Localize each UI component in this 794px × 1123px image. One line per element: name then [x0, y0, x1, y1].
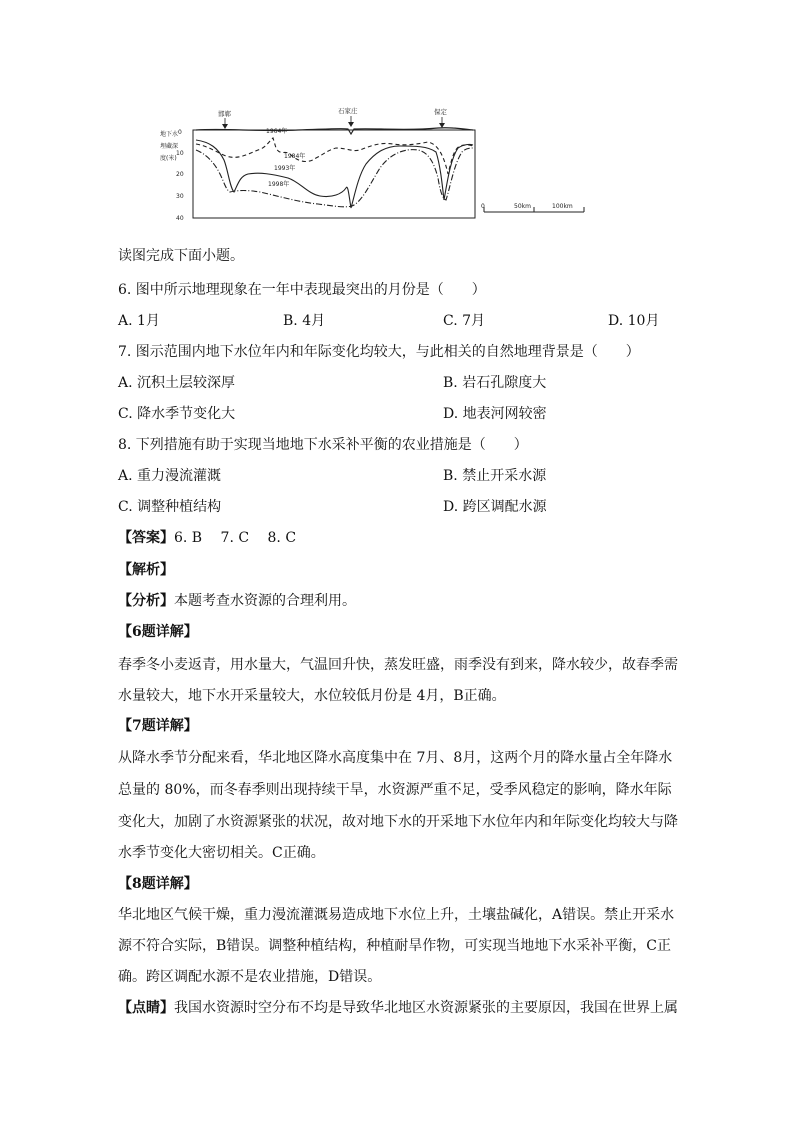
q7-detail-line-3: 变化大，加剧了水资源紧张的状况，故对地下水的开采地下水位年内和年际变化均较大与降 [118, 814, 678, 830]
q6-detail-title: 【6题详解】 [118, 624, 198, 640]
q8-detail-title: 【8题详解】 [118, 876, 198, 892]
question-7-option-b[interactable]: B. 岩石孔隙度大 [443, 375, 547, 391]
answer-line [118, 528, 296, 548]
question-6-option-c[interactable]: C. 7月 [443, 313, 486, 329]
question-8-stem: 8. 下列措施有助于实现当地地下水采补平衡的农业措施是（ ） [118, 437, 528, 453]
q6-detail-line-1: 春季冬小麦返青，用水量大，气温回升快，蒸发旺盛，雨季没有到来，降水较少，故春季需 [118, 657, 678, 673]
place-handan: 邯郸 [218, 110, 231, 118]
place-shijiazhuang: 石家庄 [338, 107, 358, 115]
question-6-option-d[interactable]: D. 10月 [608, 313, 660, 329]
curve-1993 [196, 140, 473, 208]
fenxi-text: 本题考查水资源的合理利用。 [174, 593, 356, 609]
question-7-stem: 7. 图示范围内地下水位年内和年际变化均较大，与此相关的自然地理背景是（ ） [118, 344, 640, 360]
q7-detail-title: 【7题详解】 [118, 718, 198, 734]
q8-detail-line-1: 华北地区气候干燥，重力漫流灌溉易造成地下水位上升，土壤盐碱化，A错误。禁止开采水 [118, 907, 675, 923]
label-1984: 1984年 [284, 153, 306, 160]
question-8-option-a[interactable]: A. 重力漫流灌溉 [118, 468, 222, 484]
y-tick-10: 10 [176, 150, 184, 157]
question-7-option-a[interactable]: A. 沉积土层较深厚 [118, 375, 236, 391]
y-axis-label-line-1: 地下水 [160, 131, 179, 138]
q7-detail-line-1: 从降水季节分配来看，华北地区降水高度集中在 7月、8月，这两个月的降水量占全年降水 [118, 750, 673, 766]
dianjing-tag: 【点睛】 [118, 1000, 174, 1016]
question-8-option-c[interactable]: C. 调整种植结构 [118, 499, 222, 515]
intro-text: 读图完成下面小题。 [118, 248, 244, 264]
y-tick-30: 30 [176, 193, 184, 200]
q8-detail-line-3: 确。跨区调配水源不是农业措施，D错误。 [118, 969, 382, 985]
fenxi-line [118, 591, 356, 611]
question-8-option-d[interactable]: D. 跨区调配水源 [443, 499, 547, 515]
curve-1984 [196, 138, 473, 174]
y-tick-0: 0 [178, 129, 182, 136]
dianjing-line [118, 998, 678, 1018]
q8-detail-line-2: 源不符合实际，B错误。调整种植结构，种植耐旱作物，可实现当地地下水采补平衡，C正 [118, 938, 671, 954]
label-1964: 1964年 [266, 128, 288, 135]
scale-label-0: 0 [481, 203, 485, 210]
q6-detail-line-2: 水量较大，地下水开采量较大，水位较低月份是 4月，B正确。 [118, 688, 506, 704]
answer-tag: 【答案】 [118, 530, 174, 546]
question-6-option-a[interactable]: A. 1月 [118, 313, 160, 329]
shijiazhuang-arrowhead [348, 122, 354, 127]
analysis-title: 【解析】 [118, 562, 174, 578]
dianjing-text: 我国水资源时空分布不均是导致华北地区水资源紧张的主要原因，我国在世界上属 [174, 1000, 678, 1016]
answer-text: 6. B 7. C 8. C [174, 530, 297, 546]
scale-label-50km: 50km [514, 203, 531, 210]
label-1998: 1998年 [268, 181, 290, 188]
scale-label-100km: 100km [552, 203, 573, 210]
groundwater-profile-figure [148, 104, 588, 224]
groundwater-profile-svg [148, 104, 588, 224]
fenxi-tag: 【分析】 [118, 593, 174, 609]
label-1993: 1993年 [274, 165, 296, 172]
y-axis-label-line-3: 度(米) [160, 155, 177, 162]
question-6-stem: 6. 图中所示地理现象在一年中表现最突出的月份是（ ） [118, 282, 486, 298]
y-axis-label-line-2: 埋藏深 [160, 143, 179, 150]
question-8-option-b[interactable]: B. 禁止开采水源 [443, 468, 547, 484]
question-7-option-d[interactable]: D. 地表河网较密 [443, 406, 547, 422]
y-tick-40: 40 [176, 215, 184, 222]
q7-detail-line-2: 总量的 80%，而冬春季则出现持续干旱，水资源严重不足，受季风稳定的影响，降水年际 [118, 782, 672, 798]
question-6-option-b[interactable]: B. 4月 [283, 313, 326, 329]
handan-arrowhead [222, 124, 228, 129]
question-7-option-c[interactable]: C. 降水季节变化大 [118, 406, 236, 422]
curve-1964 [196, 128, 473, 134]
q7-detail-line-4: 水季节变化大密切相关。C正确。 [118, 845, 325, 861]
place-baoding: 保定 [434, 108, 447, 116]
y-tick-20: 20 [176, 171, 184, 178]
